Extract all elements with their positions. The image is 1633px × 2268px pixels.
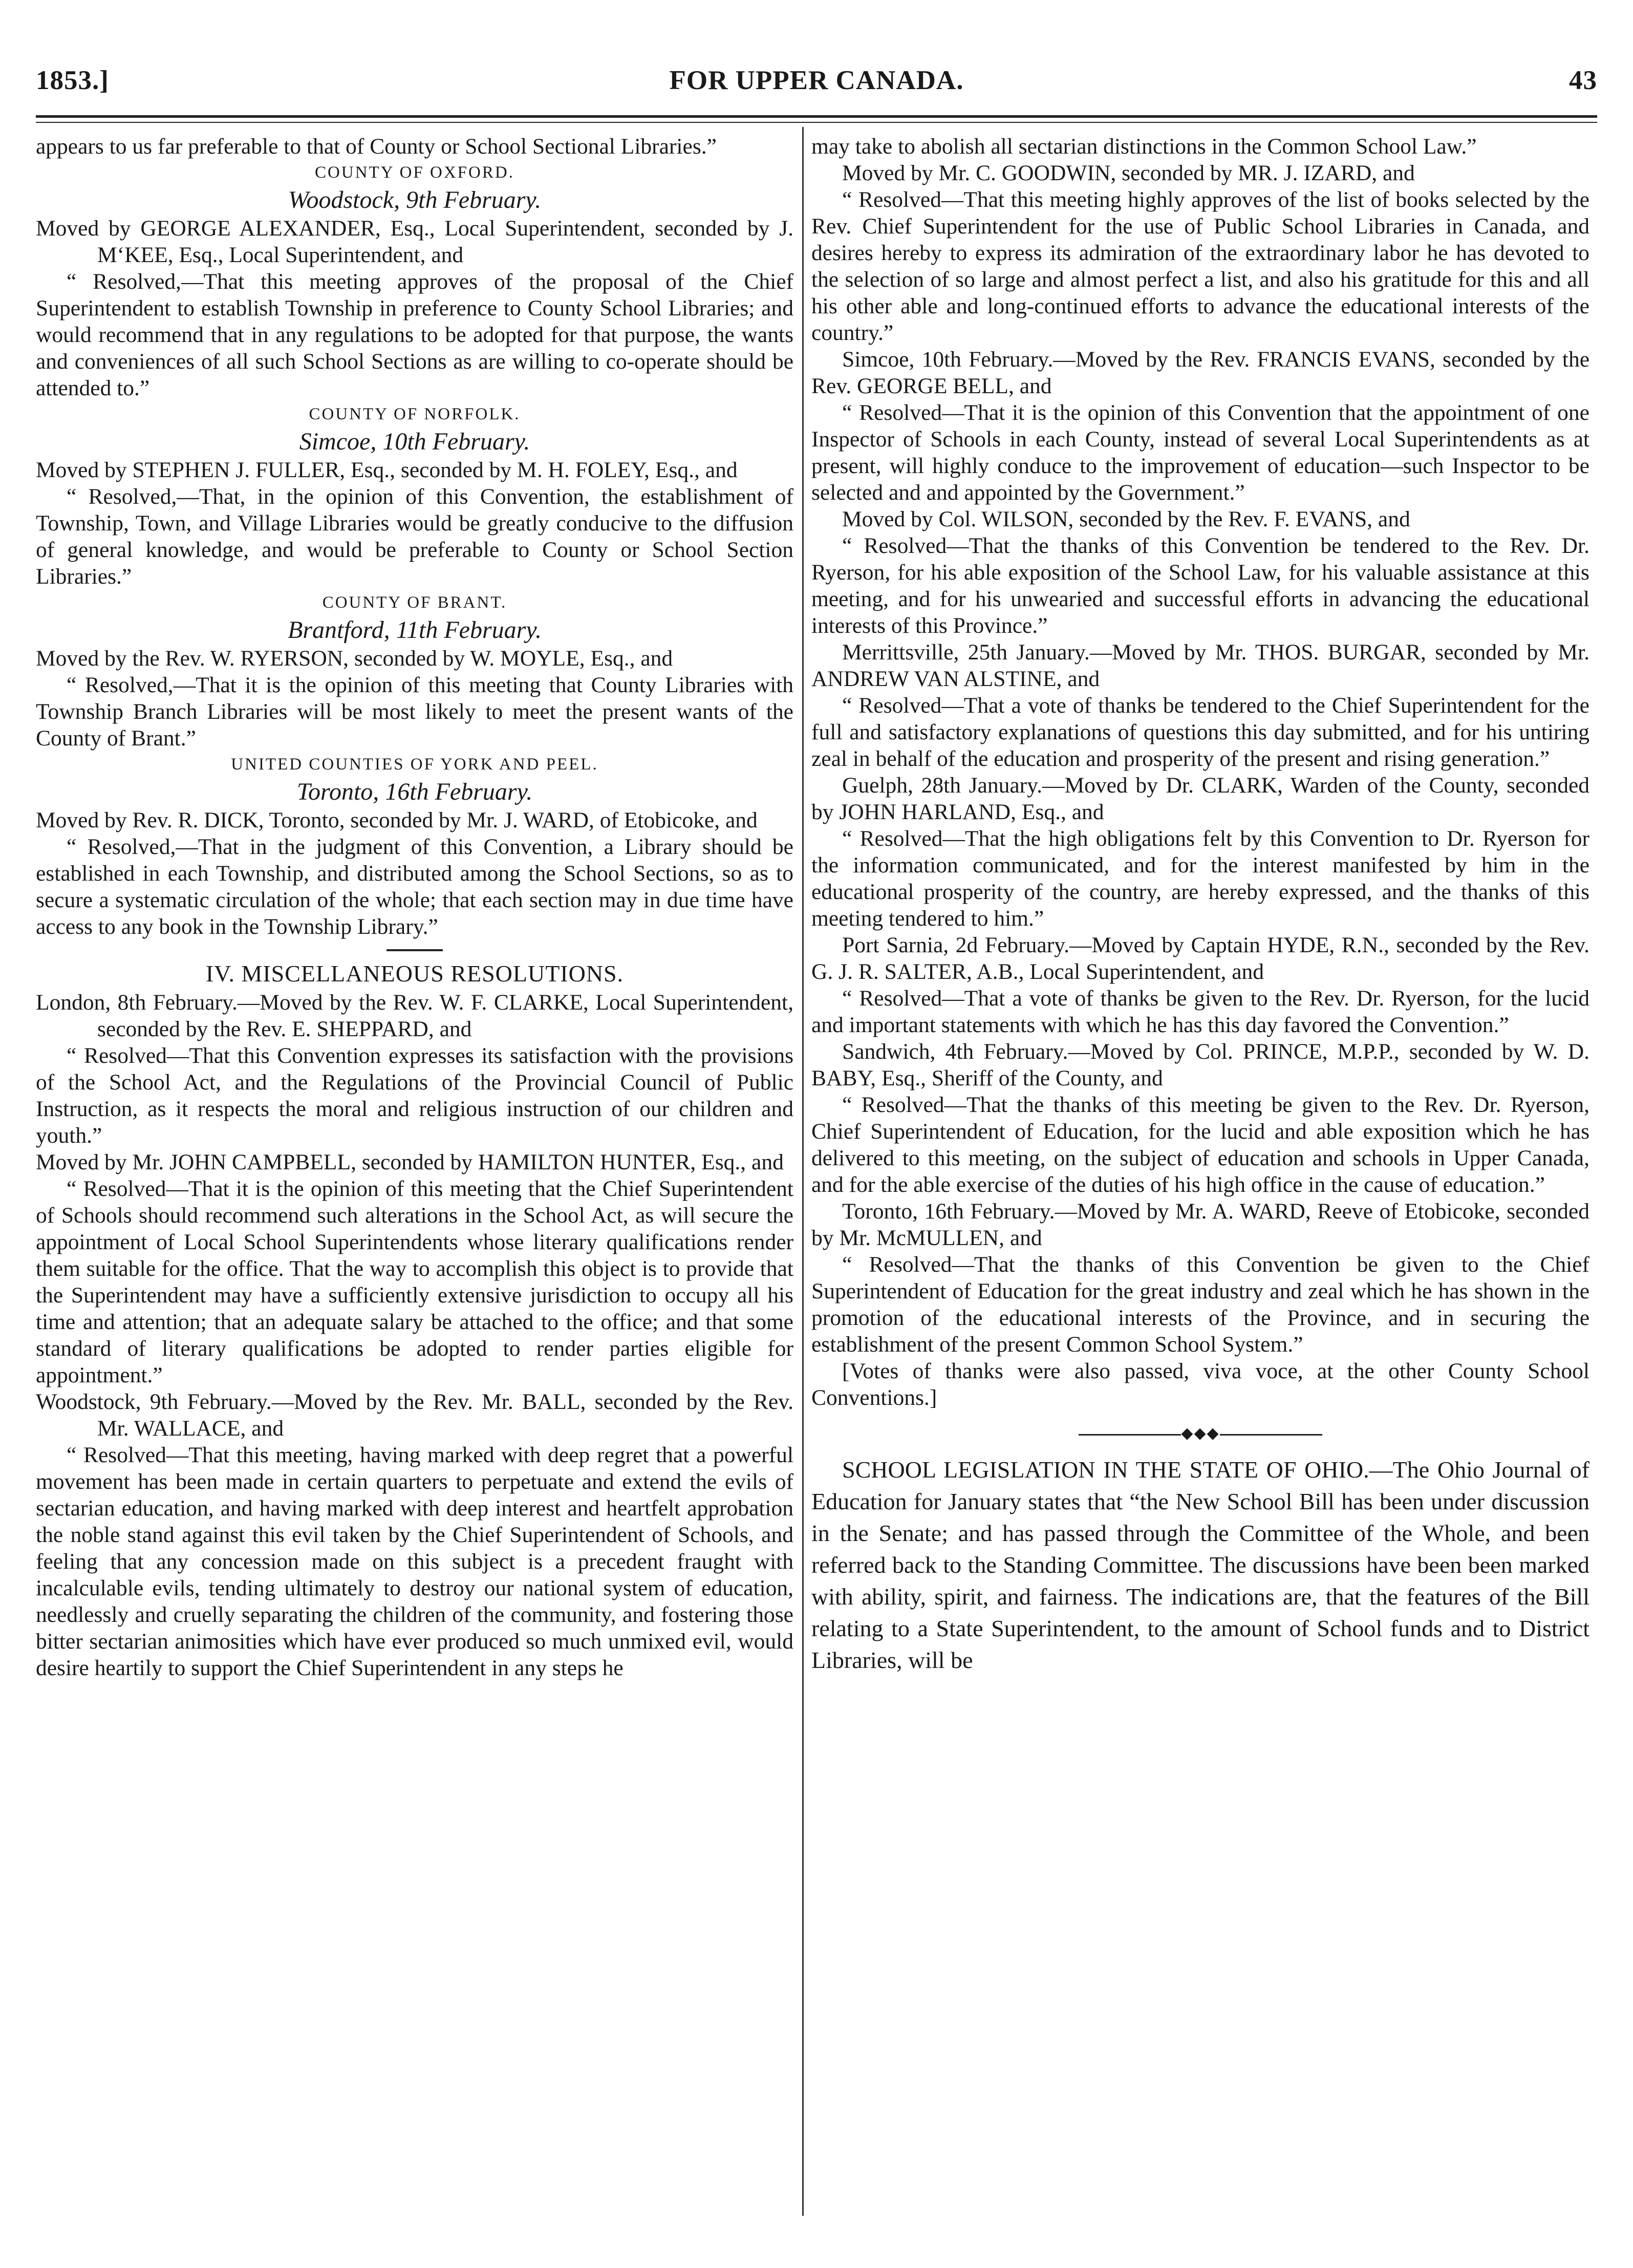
header-year: 1853.] (36, 66, 109, 95)
place-date: Woodstock, 9th February. (288, 186, 542, 213)
place-date: Brantford, 11th February. (288, 616, 542, 644)
motion-paragraph: Simcoe, 10th February.—Moved by the Rev. FRANCIS EVANS, seconded by the Rev. GEORGE BELL, and (811, 347, 1589, 398)
right-column (811, 133, 1589, 1676)
section-heading: COUNTY OF BRANT. (322, 593, 507, 612)
motion-paragraph: Moved by Col. WILSON, seconded by the Rev. F. EVANS, and (842, 507, 1410, 531)
resolution-paragraph: “ Resolved—That this meeting highly approves of the list of books selected by the Rev. Chief Superintendent for the use of Public School Libraries in Canada, and desires hereby to express its admiration of the extraordinary labor he has devoted to the selection of so large and almost perfect a list, and also his gratitude for this and all his other able and long-continued efforts to advance the educational interests of the country.” (811, 187, 1589, 345)
motion-paragraph: Guelph, 28th January.—Moved by Dr. CLARK, Warden of the County, seconded by JOHN HARLAND, Esq., and (811, 773, 1589, 824)
page-number: 43 (1569, 66, 1597, 95)
resolution-paragraph: “ Resolved,—That, in the opinion of this Convention, the establishment of Township, Town, and Village Libraries would be greatly conducive to the diffusion of general knowledge, and would be preferable to County or School Section Libraries.” (36, 484, 793, 589)
resolution-paragraph: “ Resolved,—That in the judgment of this Convention, a Library should be established in each Township, and distributed among the School Sections, so as to secure a systematic circulation of the whole; that each section may in due time have access to any book in the Township Library.” (36, 835, 793, 939)
paragraph: appears to us far preferable to that of County or School Sectional Libraries.” (36, 134, 717, 159)
ornament-divider (811, 1420, 1589, 1447)
section-heading: UNITED COUNTIES OF YORK AND PEEL. (231, 755, 598, 774)
header-title: FOR UPPER CANADA. (669, 66, 964, 95)
motion-paragraph: Moved by GEORGE ALEXANDER, Esq., Local Superintendent, seconded by J. M‘KEE, Esq., Local Superintendent, and (36, 216, 793, 267)
section-rule (386, 949, 443, 951)
place-date: Toronto, 16th February. (296, 778, 533, 805)
section-heading: COUNTY OF OXFORD. (315, 163, 514, 182)
left-column (36, 133, 793, 1681)
resolution-paragraph: “ Resolved—That it is the opinion of this Convention that the appointment of one Inspector of Schools in each County, instead of several Local Superintendents as at present, will highly conduce to the improvement of education—such Inspector to be selected and and appointed by the Government.” (811, 400, 1589, 505)
motion-paragraph: Moved by Mr. C. GOODWIN, seconded by MR. J. IZARD, and (842, 161, 1415, 185)
resolution-paragraph: “ Resolved,—That it is the opinion of this meeting that County Libraries with Township Branch Libraries will be most likely to meet the present wants of the County of Brant.” (36, 673, 793, 751)
motion-paragraph: Merrittsville, 25th January.—Moved by Mr. THOS. BURGAR, seconded by Mr. ANDREW VAN ALSTINE, and (811, 640, 1589, 691)
paragraph: may take to abolish all sectarian distinctions in the Common School Law.” (811, 134, 1477, 159)
editorial-note: [Votes of thanks were also passed, viva voce, at the other County School Conventions.] (811, 1359, 1589, 1410)
misc-resolutions-heading: IV. MISCELLANEOUS RESOLUTIONS. (205, 960, 624, 987)
motion-paragraph: Moved by Rev. R. DICK, Toronto, seconded by Mr. J. WARD, of Etobicoke, and (36, 808, 758, 832)
resolution-paragraph: “ Resolved—That the thanks of this Convention be tendered to the Rev. Dr. Ryerson, for his able exposition of the School Law, for his valuable assistance at this meeting, and for his unwearied and successful efforts in advancing the educational interests of this Province.” (811, 533, 1589, 638)
resolution-paragraph: “ Resolved—That the high obligations felt by this Convention to Dr. Ryerson for the information communicated, and for the interest manifested by him in the educational prosperity of the country, are hereby expressed, and the thanks of this meeting tendered to him.” (811, 826, 1589, 931)
ohio-legislation-paragraph: SCHOOL LEGISLATION IN THE STATE OF OHIO.—The Ohio Journal of Education for January states that “the New School Bill has been under discussion in the Senate; and has passed through the Committee of the Whole, and been referred back to the Standing Committee. The discussions have been been marked with ability, spirit, and fairness. The indications are, that the features of the Bill relating to a State Superintendent, to the amount of School funds and to District Libraries, will be (811, 1457, 1589, 1673)
ornament-glyph: ◆◆◆ (1181, 1425, 1220, 1442)
resolution-paragraph: “ Resolved—That the thanks of this Convention be given to the Chief Superintendent of Education for the great industry and zeal which he has shown in the promotion of the educational interests of the Province, and in securing the establishment of the present Common School System.” (811, 1252, 1589, 1357)
motion-paragraph: Moved by Mr. JOHN CAMPBELL, seconded by HAMILTON HUNTER, Esq., and (36, 1150, 784, 1174)
resolution-paragraph: “ Resolved—That this Convention expresses its satisfaction with the provisions of the School Act, and the Regulations of the Provincial Council of Public Instruction, as it respects the moral and religious instruction of our children and youth.” (36, 1043, 793, 1148)
header-rule-thin (36, 122, 1597, 123)
resolution-paragraph: “ Resolved—That the thanks of this meeting be given to the Rev. Dr. Ryerson, Chief Superintendent of Education, for the lucid and able exposition which he has delivered to this meeting, on the subject of education and schools in Upper Canada, and for the able exercise of the duties of his high office in the cause of education.” (811, 1093, 1589, 1197)
motion-paragraph: Moved by the Rev. W. RYERSON, seconded by W. MOYLE, Esq., and (36, 646, 673, 671)
motion-paragraph: Port Sarnia, 2d February.—Moved by Captain HYDE, R.N., seconded by the Rev. G. J. R. SALTER, A.B., Local Superintendent, and (811, 933, 1589, 984)
motion-paragraph: Sandwich, 4th February.—Moved by Col. PRINCE, M.P.P., seconded by W. D. BABY, Esq., Sheriff of the County, and (811, 1039, 1589, 1090)
page-header (36, 59, 1597, 105)
header-rule (36, 115, 1597, 118)
motion-paragraph: Woodstock, 9th February.—Moved by the Rev. Mr. BALL, seconded by the Rev. Mr. WALLACE, and (36, 1389, 793, 1441)
motion-paragraph: Toronto, 16th February.—Moved by Mr. A. WARD, Reeve of Etobicoke, seconded by Mr. McMULLEN, and (811, 1199, 1589, 1250)
column-divider (802, 127, 804, 2216)
place-date: Simcoe, 10th February. (299, 428, 530, 455)
resolution-paragraph: “ Resolved—That this meeting, having marked with deep regret that a powerful movement has been made in certain quarters to perpetuate and extend the evils of sectarian education, and having marked with deep interest and heartfelt approbation the noble stand against this evil taken by the Chief Superintendent of Schools, and feeling that any concession made on this subject is a precedent fraught with incalculable evils, tending ultimately to destroy our national system of education, needlessly and cruelly separating the children of the community, and fostering those bitter sectarian animosities which have ever produced so much unmixed evil, would desire heartily to support the Chief Superintendent in any steps he (36, 1443, 793, 1680)
motion-paragraph: Moved by STEPHEN J. FULLER, Esq., seconded by M. H. FOLEY, Esq., and (36, 458, 738, 482)
resolution-paragraph: “ Resolved,—That this meeting approves of the proposal of the Chief Superintendent to establish Township in preference to County School Libraries; and would recommend that in any regulations to be adopted for that purpose, the wants and conveniences of all such School Sections as are willing to co-operate should be attended to.” (36, 269, 793, 400)
motion-paragraph: London, 8th February.—Moved by the Rev. W. F. CLARKE, Local Superintendent, seconded by the Rev. E. SHEPPARD, and (36, 990, 793, 1041)
resolution-paragraph: “ Resolved—That a vote of thanks be tendered to the Chief Superintendent for the full and satisfactory explanations of questions this day submitted, and for his untiring zeal in behalf of the education and prosperity of the present and rising generation.” (811, 693, 1589, 771)
section-heading: COUNTY OF NORFOLK. (309, 405, 521, 423)
resolution-paragraph: “ Resolved—That it is the opinion of this meeting that the Chief Superintendent of Schools should recommend such alterations in the School Act, as will secure the appointment of Local School Superintendents whose literary qualifications render them suitable for the office. That the way to accomplish this object is to provide that the Superintendent may have a sufficiently extensive jurisdiction to occupy all his time and attention; that an adequate salary be attached to the office; and that some standard of literary qualifications be adopted to render parties eligible for appointment.” (36, 1176, 793, 1387)
resolution-paragraph: “ Resolved—That a vote of thanks be given to the Rev. Dr. Ryerson, for the lucid and important statements with which he has this day favored the Convention.” (811, 986, 1589, 1037)
